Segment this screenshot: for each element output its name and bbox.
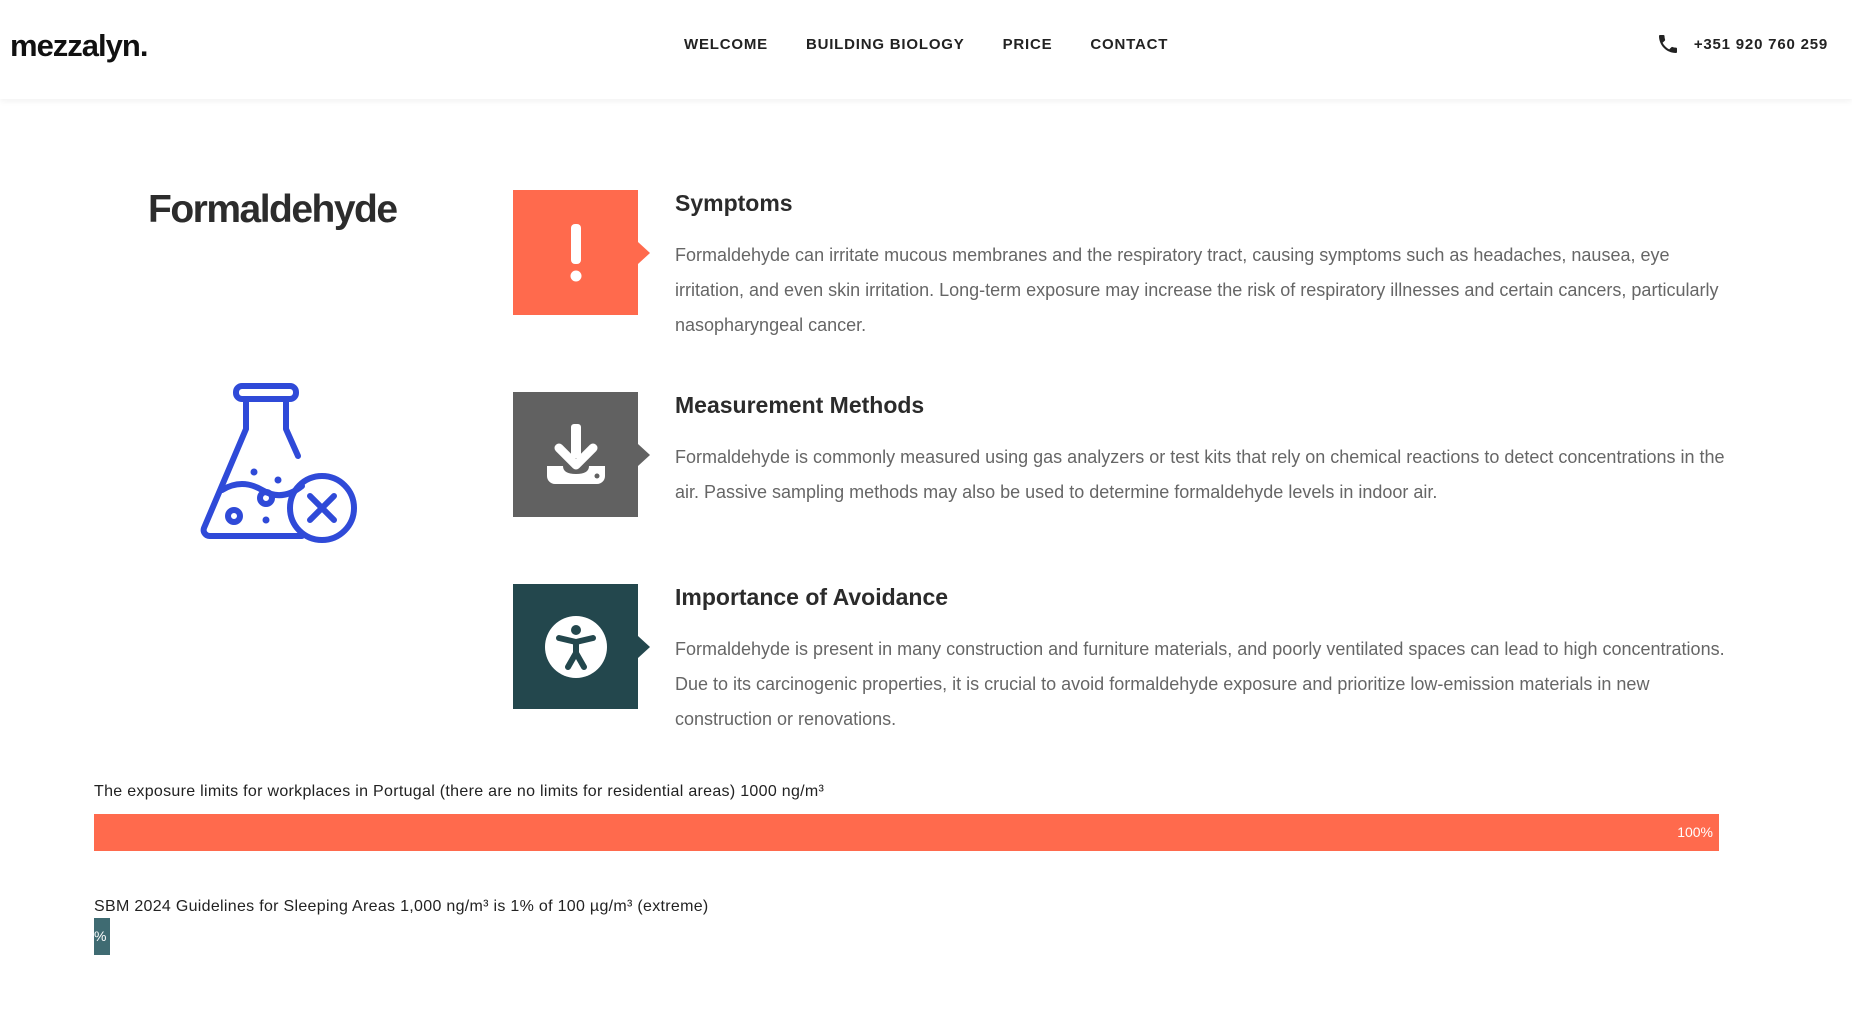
exposure-limit-percent: 100%	[1677, 824, 1713, 840]
exclamation-icon	[566, 224, 586, 282]
measurement-icon-box	[513, 392, 638, 517]
nav-building-biology[interactable]: BUILDING BIOLOGY	[805, 36, 965, 53]
feature-title: Importance of Avoidance	[675, 584, 949, 610]
main-nav	[684, 36, 1206, 53]
exposure-limit-label: The exposure limits for workplaces in Portugal (there are no limits for residential areas) 1000 ng/m³	[94, 783, 825, 800]
feature-text: Formaldehyde is present in many construction and furniture materials, and poorly ventilated spaces can lead to high concentrations. Due to its carcinogenic properties, it is crucial to avoid formaldehyde exposure and prioritize low-emission materials in new construction or renovations.	[675, 639, 1725, 729]
nav-price[interactable]: PRICE	[1002, 36, 1053, 53]
nav-contact[interactable]: CONTACT	[1090, 36, 1169, 53]
feature-title: Measurement Methods	[675, 392, 925, 418]
feature-title: Symptoms	[675, 190, 793, 216]
logo[interactable]: mezzalyn.	[10, 28, 148, 63]
sbm-guideline-label: SBM 2024 Guidelines for Sleeping Areas 1,000 ng/m³ is 1% of 100 µg/m³ (extreme)	[94, 898, 709, 915]
symptoms-icon-box	[513, 190, 638, 315]
phone-contact[interactable]	[1656, 32, 1828, 56]
page-title: Formaldehyde	[148, 188, 397, 231]
feature-text: Formaldehyde is commonly measured using gas analyzers or test kits that rely on chemical reactions to detect concentrations in the air. Passive sampling methods may also be used to determine formaldehyde levels in indoor air.	[675, 447, 1725, 502]
flask-icon	[196, 380, 362, 546]
nav-welcome[interactable]: WELCOME	[684, 36, 768, 53]
sbm-guideline-bar-fill	[94, 918, 110, 955]
phone-number: +351 920 760 259	[1693, 35, 1828, 53]
avoidance-icon-box	[513, 584, 638, 709]
download-icon	[543, 422, 609, 488]
accessibility-icon	[544, 615, 608, 679]
feature-text: Formaldehyde can irritate mucous membranes and the respiratory tract, causing symptoms such as headaches, nausea, eye irritation, and even skin irritation. Long-term exposure may increase the risk of respiratory illnesses and certain cancers, particularly nasopharyngeal cancer.	[675, 245, 1719, 335]
exposure-limit-bar-fill	[94, 814, 1719, 851]
sbm-guideline-percent: %	[94, 928, 107, 944]
phone-icon	[1656, 32, 1680, 56]
site-header	[0, 0, 1852, 99]
sbm-guideline-bar	[94, 918, 1719, 955]
exposure-limit-bar	[94, 814, 1719, 851]
